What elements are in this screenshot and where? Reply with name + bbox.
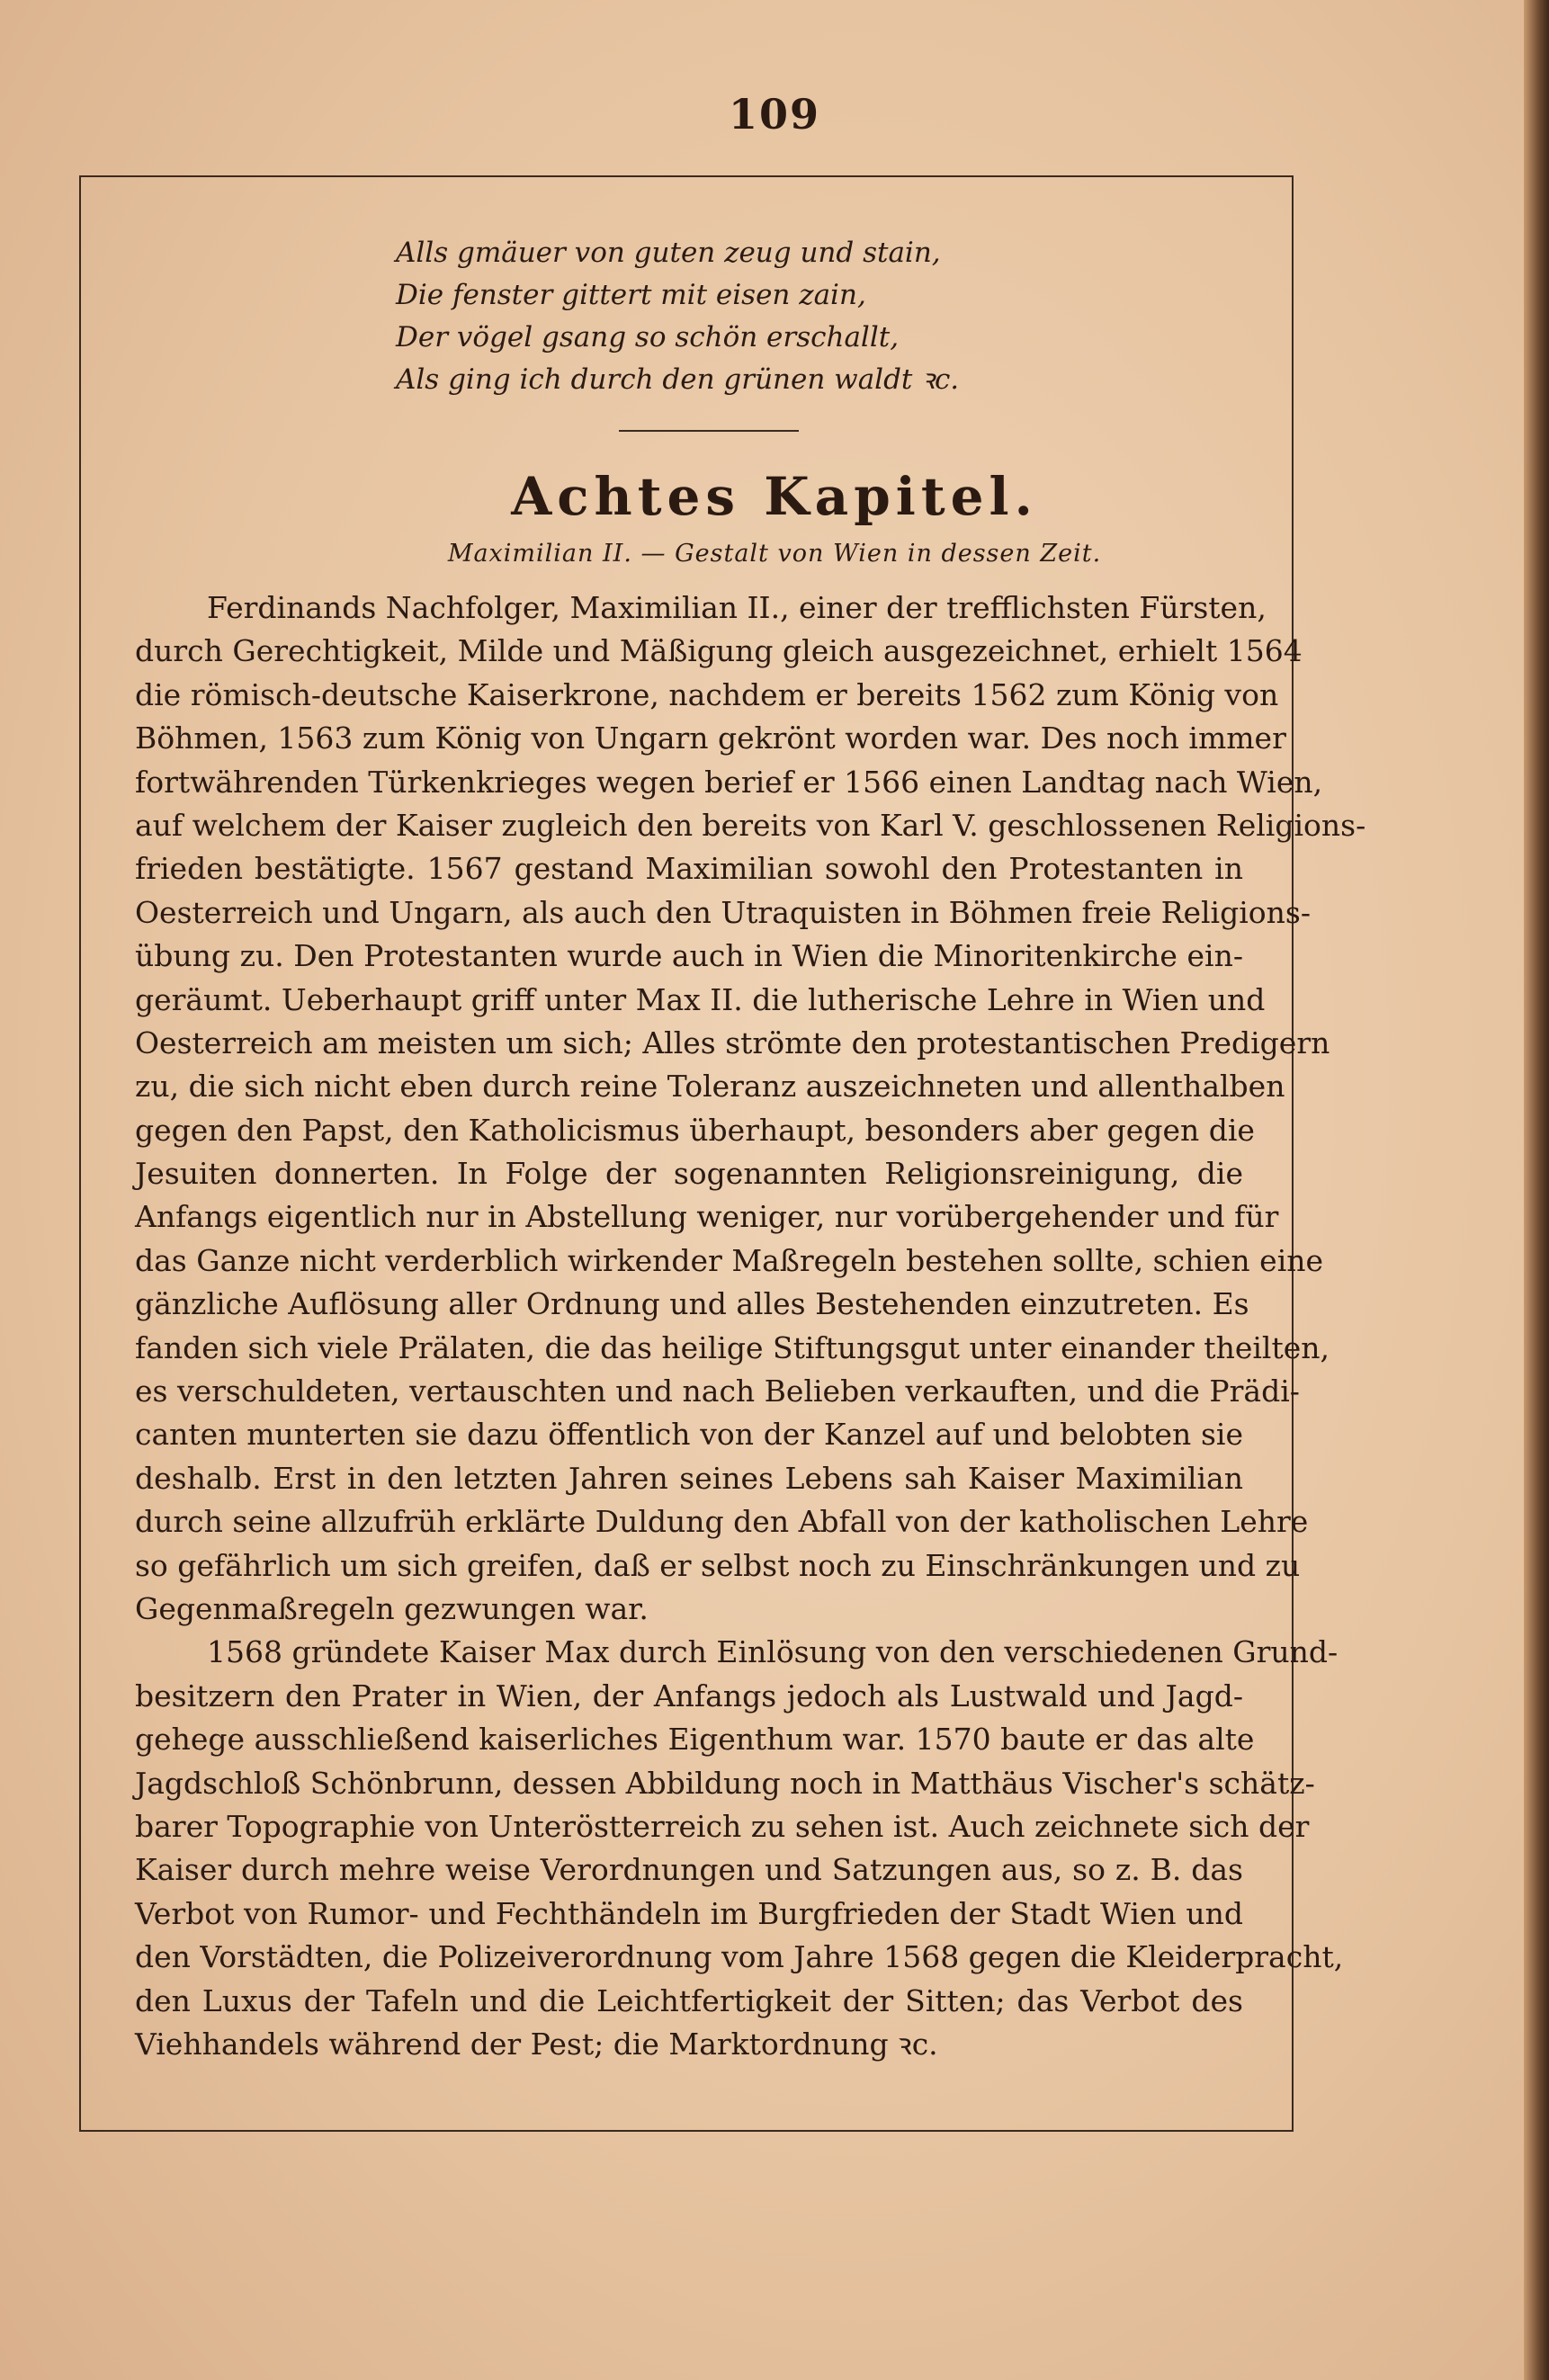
text-line: das Ganze nicht verderblich wirkender Maßregeln bestehen sollte, schien eine	[135, 1242, 1324, 1278]
text-line: durch seine allzufrüh erklärte Duldung den Abfall von der katholischen Lehre	[135, 1504, 1309, 1540]
text-line: fortwährenden Türkenkrieges wegen berief er 1566 einen Landtag nach Wien,	[135, 764, 1323, 800]
text-line: so gefährlich um sich greifen, daß er selbst noch zu Einschränkungen und zu	[135, 1547, 1301, 1583]
text-line: Anfangs eigentlich nur in Abstellung weniger, nur vorübergehender und für	[135, 1199, 1279, 1235]
poem-line: Die fenster gittert mit eisen zain,	[396, 279, 866, 311]
divider-rule	[619, 430, 799, 432]
text-line: es verschuldeten, vertauschten und nach Belieben verkauften, und die Prädi-	[135, 1373, 1300, 1409]
poem-line: Als ging ich durch den grünen waldt ꝛc.	[396, 363, 960, 396]
book-spine-edge	[1524, 0, 1549, 2380]
text-line: besitzern den Prater in Wien, der Anfangs jedoch als Lustwald und Jagd-	[135, 1678, 1243, 1713]
poem-line: Alls gmäuer von guten zeug und stain,	[396, 237, 941, 269]
body-text	[135, 586, 1366, 2066]
text-line: Ferdinands Nachfolger, Maximilian II., einer der trefflichsten Fürsten,	[207, 590, 1267, 625]
text-line: die römisch-deutsche Kaiserkrone, nachdem er bereits 1562 zum König von	[135, 676, 1279, 712]
text-line: canten munterten sie dazu öffentlich von der Kanzel auf und belobten sie	[135, 1417, 1243, 1453]
text-line: auf welchem der Kaiser zugleich den bereits von Karl V. geschlossenen Religions-	[135, 807, 1366, 843]
text-line: fanden sich viele Prälaten, die das heilige Stiftungsgut unter einander theilten,	[135, 1329, 1330, 1365]
text-line: gehege ausschließend kaiserliches Eigenthum war. 1570 baute er das alte	[135, 1722, 1255, 1758]
text-line: barer Topographie von Unteröstterreich zu sehen ist. Auch zeichnete sich der	[135, 1808, 1310, 1844]
chapter-subtitle: Maximilian II. — Gestalt von Wien in dessen Zeit.	[447, 540, 1102, 568]
page-number: 109	[728, 90, 821, 139]
text-line: gänzliche Auflösung aller Ordnung und alles Bestehenden einzutreten. Es	[135, 1286, 1249, 1322]
text-line: den Luxus der Tafeln und die Leichtfertigkeit der Sitten; das Verbot des	[135, 1982, 1243, 2018]
poem-line: Der vögel gsang so schön erschallt,	[396, 321, 900, 353]
text-line: Kaiser durch mehre weise Verordnungen und Satzungen aus, so z. B. das	[135, 1852, 1243, 1888]
text-line: Böhmen, 1563 zum König von Ungarn gekrönt worden war. Des noch immer	[135, 720, 1286, 756]
text-line: gegen den Papst, den Katholicismus überhaupt, besonders aber gegen die	[135, 1112, 1255, 1148]
text-line: Gegenmaßregeln gezwungen war.	[135, 1590, 649, 1626]
text-line: frieden bestätigte. 1567 gestand Maximilian sowohl den Protestanten in	[135, 851, 1243, 887]
text-line: Jagdschloß Schönbrunn, dessen Abbildung noch in Matthäus Vischer's schätz-	[135, 1765, 1315, 1801]
poem-stanza	[396, 232, 1025, 401]
text-line: den Vorstädten, die Polizeiverordnung vom Jahre 1568 gegen die Kleiderpracht,	[135, 1939, 1344, 1975]
text-line: übung zu. Den Protestanten wurde auch in Wien die Minoritenkirche ein-	[135, 938, 1243, 974]
text-line: geräumt. Ueberhaupt griff unter Max II. die lutherische Lehre in Wien und	[135, 981, 1266, 1017]
text-line: Verbot von Rumor- und Fechthändeln im Burgfrieden der Stadt Wien und	[135, 1895, 1243, 1931]
text-line: durch Gerechtigkeit, Milde und Mäßigung gleich ausgezeichnet, erhielt 1564	[135, 633, 1303, 669]
text-line: Oesterreich am meisten um sich; Alles strömte den protestantischen Predigern	[135, 1024, 1330, 1060]
text-line: Oesterreich und Ungarn, als auch den Utraquisten in Böhmen freie Religions-	[135, 894, 1311, 930]
text-line: Viehhandels während der Pest; die Marktordnung ꝛc.	[135, 2026, 938, 2062]
chapter-title: Achtes Kapitel.	[511, 466, 1038, 527]
text-line: zu, die sich nicht eben durch reine Toleranz auszeichneten und allenthalben	[135, 1069, 1285, 1105]
text-line: deshalb. Erst in den letzten Jahren seines Lebens sah Kaiser Maximilian	[135, 1460, 1243, 1496]
text-line: Jesuiten donnerten. In Folge der sogenannten Religionsreinigung, die	[135, 1156, 1243, 1192]
text-line: 1568 gründete Kaiser Max durch Einlösung von den verschiedenen Grund-	[207, 1634, 1339, 1670]
